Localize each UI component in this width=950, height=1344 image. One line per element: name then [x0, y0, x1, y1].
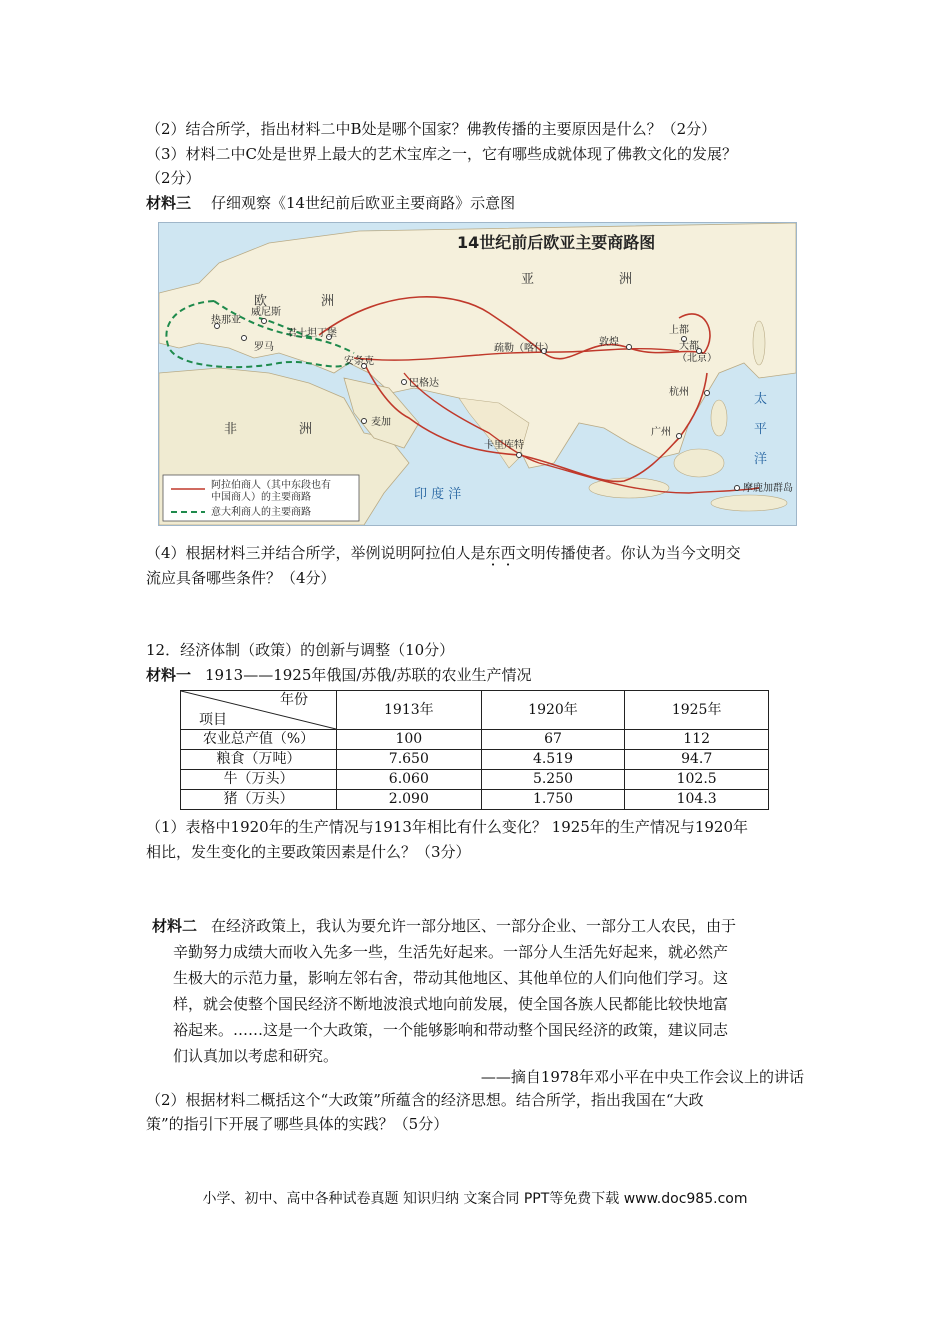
table-cell-item: 农业总产值（%） [181, 730, 337, 750]
corner-item-label: 项目 [199, 712, 227, 728]
table-cell-value: 100 [337, 730, 482, 750]
material-3-label: 材料三 [146, 194, 192, 212]
region-asia-1: 亚 [521, 272, 535, 287]
table-header-year: 1920年 [481, 691, 625, 730]
section-12-heading: 12．经济体制（政策）的创新与调整（10分） [146, 641, 455, 659]
q4-post: 文明传播使者。你认为当今文明交 [515, 544, 741, 562]
material-2-line5: 裕起来。……这是一个大政策，一个能够影响和带动整个国民经济的政策，建议同志 [173, 1021, 729, 1039]
table-cell-value: 2.090 [337, 790, 482, 810]
table-cell-item: 粮食（万吨） [181, 750, 337, 770]
material-1-heading [146, 664, 531, 686]
table-cell-item: 牛（万头） [181, 770, 337, 790]
table-row [181, 770, 769, 790]
city-marker-calicut [517, 453, 522, 458]
material-2-line1 [152, 913, 736, 939]
city-marker-venice [262, 319, 267, 324]
map-legend [163, 475, 359, 521]
question-4-text-line2: 流应具备哪些条件？（4分） [146, 569, 336, 587]
map-island-borneo [674, 449, 724, 477]
region-africa-2: 洲 [299, 422, 313, 437]
table-cell-value: 94.7 [625, 750, 769, 770]
material-1-label: 材料一 [146, 666, 192, 684]
table-corner-cell [181, 691, 337, 730]
material-1-caption: 1913——1925年俄国/苏俄/苏联的农业生产情况 [205, 666, 532, 684]
material-3-caption: 仔细观察《14世纪前后欧亚主要商路》示意图 [211, 194, 516, 212]
ocean-pacific-3: 洋 [754, 452, 768, 467]
question-2b-line1: （2）根据材料二概括这个“大政策”所蕴含的经济思想。结合所学，指出我国在“大政 [146, 1091, 704, 1109]
q4-pre: （4）根据材料三并结合所学，举例说明阿拉伯人是 [146, 544, 486, 562]
legend-arab-label: 阿拉伯商人（其中东段也有 [211, 480, 331, 491]
table-cell-value: 104.3 [625, 790, 769, 810]
table-question-line2: 相比，发生变化的主要政策因素是什么？（3分） [146, 843, 471, 861]
question-2-text: （2）结合所学，指出材料二中B处是哪个国家？佛教传播的主要原因是什么？（2分） [146, 120, 717, 138]
trade-routes-map-svg [159, 223, 796, 525]
table-cell-value: 112 [625, 730, 769, 750]
city-marker-moluccas [735, 486, 740, 491]
material-2-line2: 辛勤努力成绩大而收入先多一些，生活先好起来。一部分人生活先好起来，就必然产 [173, 943, 729, 961]
agriculture-table [180, 690, 769, 810]
table-row [181, 790, 769, 810]
table-cell-value: 7.650 [337, 750, 482, 770]
city-kashgar: 疏勒（喀什） [494, 343, 554, 354]
material-2-label: 材料二 [152, 917, 198, 935]
legend-arab-label-2: 中国商人）的主要商路 [211, 492, 311, 503]
table-header-year: 1913年 [337, 691, 482, 730]
ocean-pacific-2: 平 [754, 422, 768, 437]
table-question-line1: （1）表格中1920年的生产情况与1913年相比有什么变化？ 1925年的生产情况与1920年 [146, 818, 749, 836]
table-header-year: 1925年 [625, 691, 769, 730]
question-4-text-line1 [146, 542, 741, 564]
q4-emphasis-west: 西 [500, 544, 516, 562]
city-calicut: 卡里库特 [484, 440, 524, 451]
question-3-text-line2: （2分） [146, 169, 201, 187]
material-2-line6: 们认真加以考虑和研究。 [173, 1047, 339, 1065]
city-marker-rome [242, 336, 247, 341]
city-marker-dunhuang [627, 345, 632, 350]
table-cell-value: 67 [481, 730, 625, 750]
city-marker-mecca [362, 419, 367, 424]
region-europe-2: 洲 [321, 294, 335, 309]
region-africa-1: 非 [224, 422, 238, 437]
city-constantinople: 君士坦丁堡 [287, 328, 337, 339]
city-rome: 罗马 [254, 342, 274, 353]
map-title: 14世纪前后欧亚主要商路图 [457, 233, 656, 252]
ocean-pacific-1: 太 [754, 392, 768, 407]
city-genoa: 热那亚 [211, 315, 241, 326]
material-2-source: ——摘自1978年邓小平在中央工作会议上的讲话 [480, 1068, 804, 1086]
table-row [181, 730, 769, 750]
question-2b-line2: 策”的指引下开展了哪些具体的实践？（5分） [146, 1115, 449, 1133]
city-venice: 威尼斯 [251, 307, 281, 318]
table-row [181, 750, 769, 770]
city-marker-guangzhou [677, 434, 682, 439]
question-3-text-line1: （3）材料二中C处是世界上最大的艺术宝库之一，它有哪些成就体现了佛教文化的发展？ [146, 145, 738, 163]
material-2-text-1: 在经济政策上，我认为要允许一部分地区、一部分企业、一部分工人农民，由于 [211, 917, 737, 935]
city-marker-hangzhou [705, 391, 710, 396]
trade-routes-map [158, 222, 797, 526]
city-mecca: 麦加 [371, 417, 391, 428]
legend-italian-label: 意大利商人的主要商路 [211, 507, 311, 518]
city-guangzhou: 广州 [651, 427, 671, 438]
footer-ad: 小学、初中、高中各种试卷真题 知识归纳 文案合同 PPT等免费下载 www.doc985.com [202, 1191, 748, 1207]
map-island-philippines [711, 400, 727, 436]
map-island-new-guinea [711, 495, 787, 511]
table-cell-item: 猪（万头） [181, 790, 337, 810]
city-hangzhou: 杭州 [669, 387, 689, 398]
table-cell-value: 4.519 [481, 750, 625, 770]
q4-emphasis-east: 东 [485, 544, 501, 562]
region-asia-2: 洲 [619, 272, 633, 287]
ocean-indian: 印 度 洋 [414, 487, 462, 502]
city-baghdad: 巴格达 [409, 378, 439, 389]
material-2-line4: 样，就会使整个国民经济不断地波浪式地向前发展，使全国各族人民都能比较快地富 [173, 995, 729, 1013]
city-antioch: 安条克 [344, 356, 374, 367]
table-cell-value: 5.250 [481, 770, 625, 790]
map-island-sumatra [589, 478, 669, 498]
map-island-japan [753, 321, 765, 365]
material-2-line3: 生极大的示范力量，影响左邻右舍，带动其他地区、其他单位的人们向他们学习。这 [173, 969, 729, 987]
table-cell-value: 1.750 [481, 790, 625, 810]
city-beijing-note: （北京） [677, 353, 717, 364]
region-europe-1: 欧 [254, 294, 268, 309]
city-dunhuang: 敦煌 [599, 337, 619, 348]
city-shangdu: 上都 [669, 325, 689, 336]
city-dadu: 大都 [679, 341, 699, 352]
city-marker-baghdad [402, 380, 407, 385]
table-cell-value: 6.060 [337, 770, 482, 790]
corner-year-label: 年份 [280, 692, 308, 708]
material-3-heading [146, 192, 515, 214]
table-cell-value: 102.5 [625, 770, 769, 790]
table-header-row [181, 691, 769, 730]
city-moluccas: 摩鹿加群岛 [743, 483, 793, 494]
